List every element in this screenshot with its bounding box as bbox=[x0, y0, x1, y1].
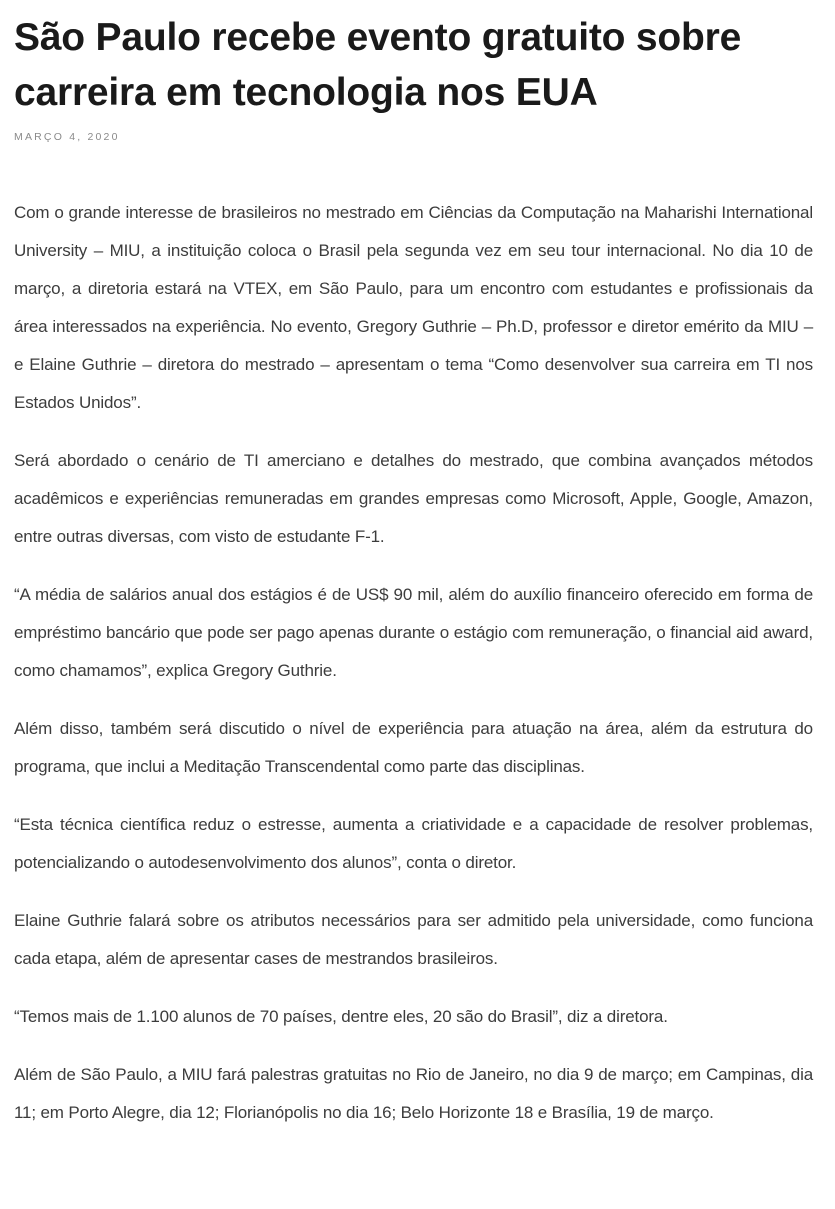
article-title: São Paulo recebe evento gratuito sobre carreira em tecnologia nos EUA bbox=[14, 16, 742, 114]
article-paragraph: “A média de salários anual dos estágios é de US$ 90 mil, além do auxílio financeiro oferecido em forma de empréstimo bancário que pode ser pago apenas durante o estágio com remuneração, o financial aid award, como chamamos”, explica Gregory Guthrie. bbox=[14, 585, 813, 680]
article-date: MARÇO 4, 2020 bbox=[14, 131, 120, 143]
article-body bbox=[14, 194, 813, 1132]
article-paragraph: Elaine Guthrie falará sobre os atributos necessários para ser admitido pela universidade, como funciona cada etapa, além de apresentar cases de mestrandos brasileiros. bbox=[14, 911, 813, 968]
article-paragraph: Além de São Paulo, a MIU fará palestras gratuitas no Rio de Janeiro, no dia 9 de março; em Campinas, dia 11; em Porto Alegre, dia 12; Florianópolis no dia 16; Belo Horizonte 18 e Brasília, 19 de março. bbox=[14, 1065, 813, 1122]
article-paragraph: Além disso, também será discutido o nível de experiência para atuação na área, além da estrutura do programa, que inclui a Meditação Transcendental como parte das disciplinas. bbox=[14, 719, 813, 776]
article-paragraph: Será abordado o cenário de TI amerciano e detalhes do mestrado, que combina avançados métodos acadêmicos e experiências remuneradas em grandes empresas como Microsoft, Apple, Google, Amazon, entre outras diversas, com visto de estudante F-1. bbox=[14, 451, 813, 546]
article-paragraph: Com o grande interesse de brasileiros no mestrado em Ciências da Computação na Maharishi International University – MIU, a instituição coloca o Brasil pela segunda vez em seu tour internacional. No dia 10 de março, a diretoria estará na VTEX, em São Paulo, para um encontro com estudantes e profissionais da área interessados na experiência. No evento, Gregory Guthrie – Ph.D, professor e diretor emérito da MIU – e Elaine Guthrie – diretora do mestrado – apresentam o tema “Como desenvolver sua carreira em TI nos Estados Unidos”. bbox=[14, 203, 813, 412]
article-paragraph: “Esta técnica científica reduz o estresse, aumenta a criatividade e a capacidade de resolver problemas, potencializando o autodesenvolvimento dos alunos”, conta o diretor. bbox=[14, 815, 813, 872]
article-paragraph: “Temos mais de 1.100 alunos de 70 países, dentre eles, 20 são do Brasil”, diz a diretora. bbox=[14, 1007, 668, 1026]
article bbox=[14, 10, 813, 1152]
